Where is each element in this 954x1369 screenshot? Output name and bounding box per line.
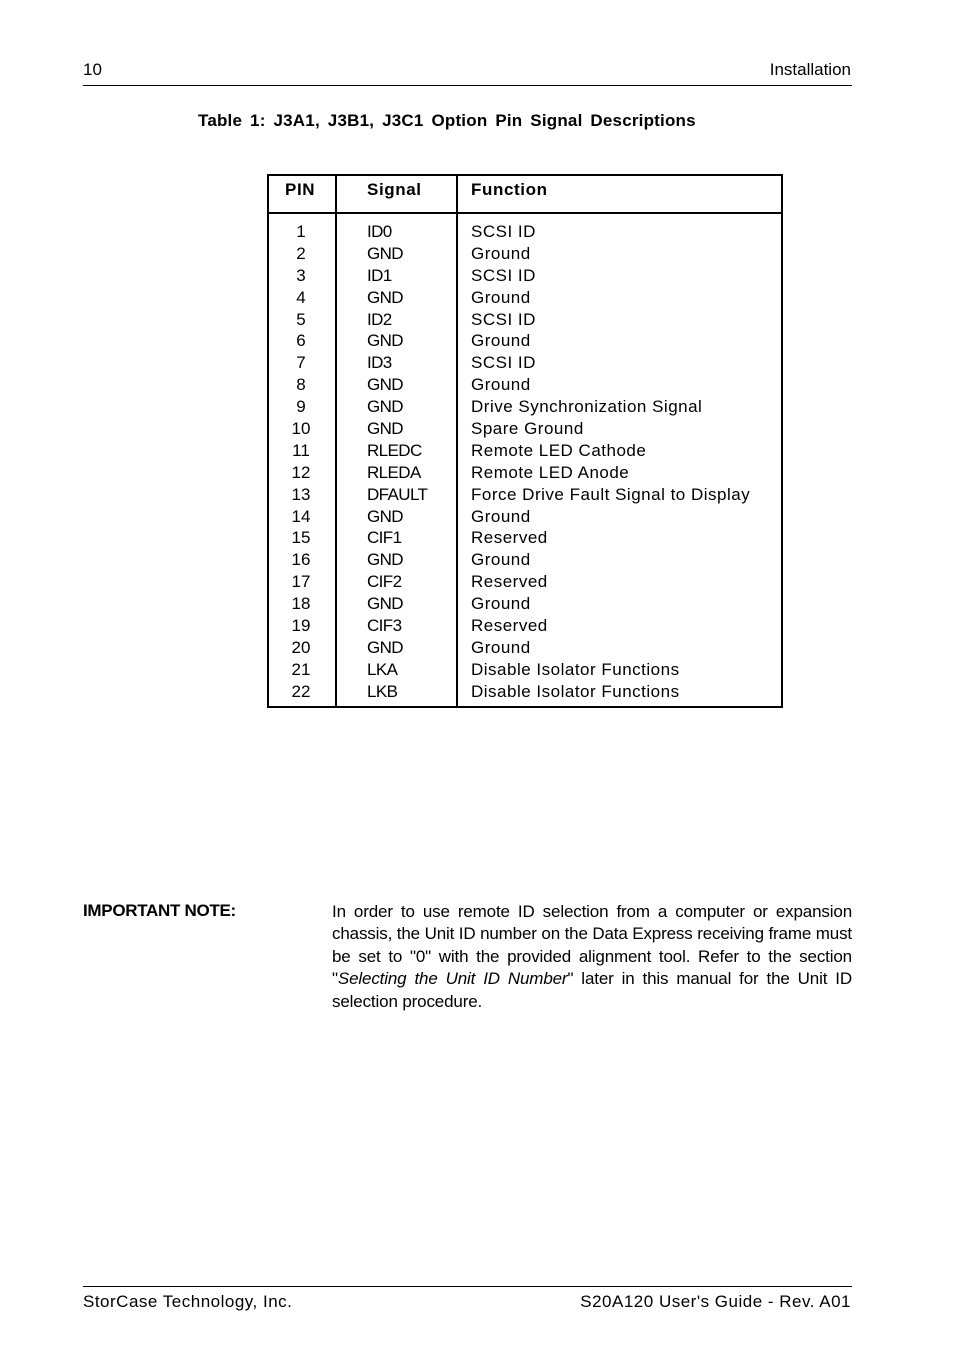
pin-cell: 21	[291, 659, 311, 679]
table-row	[269, 681, 781, 703]
function-cell: Ground	[471, 243, 531, 263]
page-number: 10	[83, 60, 102, 79]
signal-cell: GND	[367, 550, 403, 570]
pin-cell: 2	[296, 243, 306, 263]
table-row	[269, 440, 781, 462]
function-cell: Ground	[471, 506, 531, 526]
note-label: IMPORTANT NOTE:	[83, 901, 236, 920]
pin-cell: 6	[296, 331, 306, 351]
section-title: Installation	[769, 60, 851, 79]
note-text-end: " later in this manual for the Unit ID selection procedure.	[332, 969, 852, 1011]
table-row	[269, 243, 781, 265]
signal-cell: GND	[367, 375, 403, 395]
column-header-signal: Signal	[367, 180, 422, 199]
table-row	[269, 396, 781, 418]
signal-cell: GND	[367, 506, 403, 526]
pin-cell: 14	[291, 506, 311, 526]
function-cell: Ground	[471, 287, 531, 307]
table-row	[269, 549, 781, 571]
table-title: Table 1: J3A1, J3B1, J3C1 Option Pin Signal Descriptions	[198, 111, 696, 130]
pin-cell: 4	[296, 287, 306, 307]
function-cell: Reserved	[471, 572, 548, 592]
table-row	[269, 374, 781, 396]
pin-cell: 1	[296, 222, 306, 241]
signal-cell: ID2	[367, 309, 392, 329]
signal-cell: DFAULT	[367, 484, 428, 504]
pin-cell: 11	[292, 440, 310, 460]
pin-signal-table	[267, 174, 783, 708]
table-row	[269, 484, 781, 506]
function-cell: SCSI ID	[471, 353, 536, 373]
function-cell: Ground	[471, 637, 531, 657]
signal-cell: GND	[367, 243, 403, 263]
function-cell: SCSI ID	[471, 265, 536, 285]
table-row	[269, 527, 781, 549]
table-row	[269, 265, 781, 287]
table-row	[269, 221, 781, 243]
signal-cell: ID3	[367, 353, 392, 373]
page-footer	[83, 1286, 852, 1317]
signal-cell: GND	[367, 594, 403, 614]
table-body	[269, 221, 781, 703]
pin-cell: 13	[291, 484, 311, 504]
table-row	[269, 637, 781, 659]
note-text-start: In order to use remote ID selection from a computer or expansion chassis, the Unit ID number on the Data Express receiving frame must be set to "0" with the provided alignment tool. Refer to the section "	[332, 902, 852, 989]
function-cell: Force Drive Fault Signal to Display	[471, 484, 751, 504]
function-cell: Reserved	[471, 616, 548, 636]
note-text-reference: Selecting the Unit ID Number	[337, 969, 568, 989]
column-header-pin: PIN	[285, 180, 316, 199]
function-cell: Spare Ground	[471, 419, 584, 439]
function-cell: Reserved	[471, 528, 548, 548]
pin-cell: 15	[291, 528, 311, 548]
function-cell: Remote LED Anode	[471, 462, 630, 482]
signal-cell: LKB	[367, 681, 398, 701]
function-cell: Ground	[471, 594, 531, 614]
function-cell: Disable Isolator Functions	[471, 659, 680, 679]
page-header	[83, 59, 852, 86]
function-cell: Ground	[471, 550, 531, 570]
pin-cell: 20	[291, 637, 311, 657]
table-row	[269, 571, 781, 593]
signal-cell: LKA	[367, 659, 398, 679]
table-row	[269, 352, 781, 374]
signal-cell: GND	[367, 287, 403, 307]
footer-company: StorCase Technology, Inc.	[83, 1292, 293, 1311]
table-row	[269, 309, 781, 331]
function-cell: Remote LED Cathode	[471, 440, 647, 460]
table-row	[269, 615, 781, 637]
function-cell: Ground	[471, 375, 531, 395]
pin-cell: 9	[296, 397, 306, 417]
note-text	[332, 901, 852, 1013]
signal-cell: RLEDA	[367, 462, 421, 482]
signal-cell: ID0	[367, 222, 392, 241]
pin-cell: 3	[296, 265, 306, 285]
function-cell: Ground	[471, 331, 531, 351]
signal-cell: GND	[367, 331, 403, 351]
table-row	[269, 418, 781, 440]
signal-cell: ID1	[367, 265, 392, 285]
table-row	[269, 506, 781, 528]
pin-cell: 22	[291, 681, 311, 701]
pin-cell: 10	[291, 419, 311, 439]
table-row	[269, 287, 781, 309]
footer-guide-title: S20A120 User's Guide - Rev. A01	[580, 1292, 851, 1311]
signal-cell: CIF2	[367, 572, 402, 592]
pin-cell: 18	[291, 594, 311, 614]
pin-cell: 17	[291, 572, 311, 592]
table-row	[269, 593, 781, 615]
pin-cell: 8	[296, 375, 306, 395]
signal-cell: GND	[367, 637, 403, 657]
function-cell: SCSI ID	[471, 309, 536, 329]
signal-cell: CIF3	[367, 616, 402, 636]
table-row	[269, 462, 781, 484]
pin-cell: 5	[296, 309, 306, 329]
pin-cell: 7	[296, 353, 306, 373]
table-row	[269, 330, 781, 352]
signal-cell: GND	[367, 419, 403, 439]
table-row	[269, 659, 781, 681]
pin-cell: 12	[291, 462, 311, 482]
column-header-function: Function	[471, 180, 548, 199]
pin-cell: 16	[291, 550, 311, 570]
signal-cell: RLEDC	[367, 440, 422, 460]
function-cell: Disable Isolator Functions	[471, 681, 680, 701]
pin-cell: 19	[291, 616, 311, 636]
function-cell: SCSI ID	[471, 222, 536, 241]
signal-cell: GND	[367, 397, 403, 417]
header-divider	[269, 212, 781, 214]
function-cell: Drive Synchronization Signal	[471, 397, 703, 417]
signal-cell: CIF1	[367, 528, 402, 548]
